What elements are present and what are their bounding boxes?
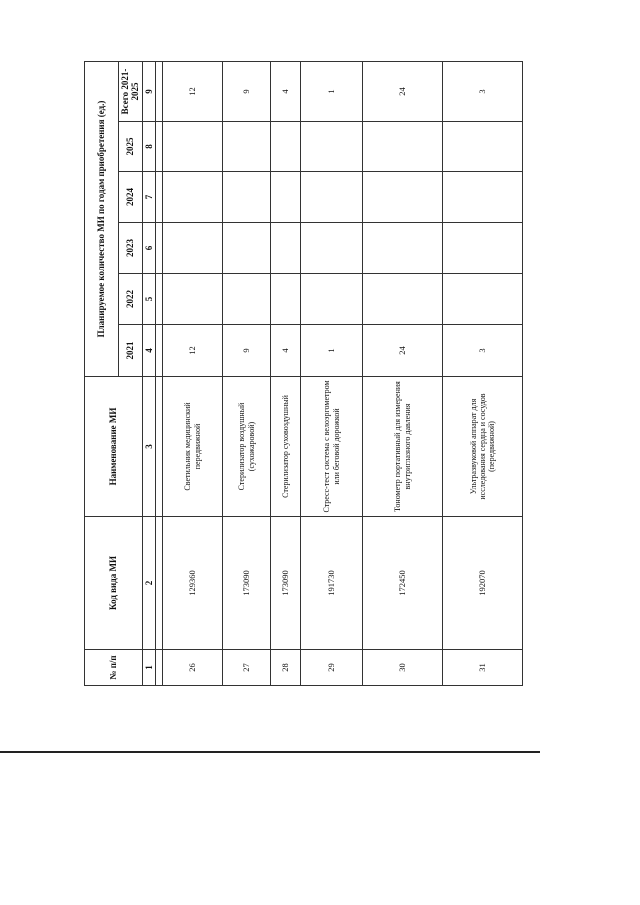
row-2025 <box>363 122 443 172</box>
col-number: 5 <box>142 274 155 325</box>
row-2025 <box>301 122 363 172</box>
row-2024 <box>271 172 301 223</box>
header-num: № п/п <box>85 650 143 686</box>
row-code: 192070 <box>443 517 523 650</box>
col-number: 3 <box>142 377 155 517</box>
row-2021: 3 <box>443 325 523 377</box>
row-num: 30 <box>363 650 443 686</box>
row-total: 24 <box>363 61 443 121</box>
table-row <box>363 61 443 685</box>
table-row <box>271 61 301 685</box>
row-2021: 9 <box>223 325 271 377</box>
table-row <box>163 61 223 685</box>
row-2024 <box>363 172 443 223</box>
row-num: 31 <box>443 650 523 686</box>
header-total: Всего 2021-2025 <box>119 61 143 121</box>
row-num: 27 <box>223 650 271 686</box>
row-2025 <box>223 122 271 172</box>
header-year-2025: 2025 <box>119 122 143 172</box>
header-code: Код вида МИ <box>85 517 143 650</box>
col-number: 7 <box>142 172 155 223</box>
row-2023 <box>163 223 223 274</box>
row-total: 4 <box>271 61 301 121</box>
table-row <box>301 61 363 685</box>
row-2023 <box>363 223 443 274</box>
row-code: 191730 <box>301 517 363 650</box>
horizontal-rule <box>0 751 540 753</box>
row-total: 12 <box>163 61 223 121</box>
column-number-row <box>142 61 155 685</box>
row-2021: 12 <box>163 325 223 377</box>
row-name: Стресс-тест система с велоэргометром или беговой дорожкой <box>301 377 363 517</box>
header-planned: Планируемое количество МИ по годам приобретения (ед.) <box>85 61 119 376</box>
row-name: Светильник медицинский передвижной <box>163 377 223 517</box>
row-2025 <box>443 122 523 172</box>
row-name: Стерилизатор воздушный (сухожаровой) <box>223 377 271 517</box>
row-code: 172450 <box>363 517 443 650</box>
row-name: Ультразвуковой аппарат для исследования сердца и сосудов (передвижной) <box>443 377 523 517</box>
col-number: 8 <box>142 122 155 172</box>
header-name: Наименование МИ <box>85 377 143 517</box>
row-2024 <box>223 172 271 223</box>
row-2023 <box>271 223 301 274</box>
row-2025 <box>271 122 301 172</box>
row-2022 <box>301 274 363 325</box>
row-2022 <box>443 274 523 325</box>
row-2024 <box>301 172 363 223</box>
header-year-2023: 2023 <box>119 223 143 274</box>
row-code: 173090 <box>271 517 301 650</box>
row-num: 28 <box>271 650 301 686</box>
row-2022 <box>223 274 271 325</box>
table-row <box>443 61 523 685</box>
table-row <box>223 61 271 685</box>
header-year-2022: 2022 <box>119 274 143 325</box>
row-2022 <box>163 274 223 325</box>
col-number: 9 <box>142 61 155 121</box>
row-2021: 4 <box>271 325 301 377</box>
header-year-2024: 2024 <box>119 172 143 223</box>
row-2021: 1 <box>301 325 363 377</box>
row-name: Стерилизатор суховоздушный <box>271 377 301 517</box>
row-total: 1 <box>301 61 363 121</box>
row-num: 26 <box>163 650 223 686</box>
row-total: 3 <box>443 61 523 121</box>
row-num: 29 <box>301 650 363 686</box>
col-number: 2 <box>142 517 155 650</box>
row-code: 129360 <box>163 517 223 650</box>
col-number: 1 <box>142 650 155 686</box>
row-2025 <box>163 122 223 172</box>
col-number: 4 <box>142 325 155 377</box>
row-2023 <box>301 223 363 274</box>
rotated-table-page <box>84 62 497 686</box>
row-code: 173090 <box>223 517 271 650</box>
header-year-2021: 2021 <box>119 325 143 377</box>
row-2023 <box>223 223 271 274</box>
col-number: 6 <box>142 223 155 274</box>
row-2023 <box>443 223 523 274</box>
row-2022 <box>363 274 443 325</box>
row-total: 9 <box>223 61 271 121</box>
row-2022 <box>271 274 301 325</box>
row-2024 <box>163 172 223 223</box>
row-name: Тонометр портативный для измерения внутриглазного давления <box>363 377 443 517</box>
equipment-table <box>84 61 523 686</box>
row-2021: 24 <box>363 325 443 377</box>
row-2024 <box>443 172 523 223</box>
